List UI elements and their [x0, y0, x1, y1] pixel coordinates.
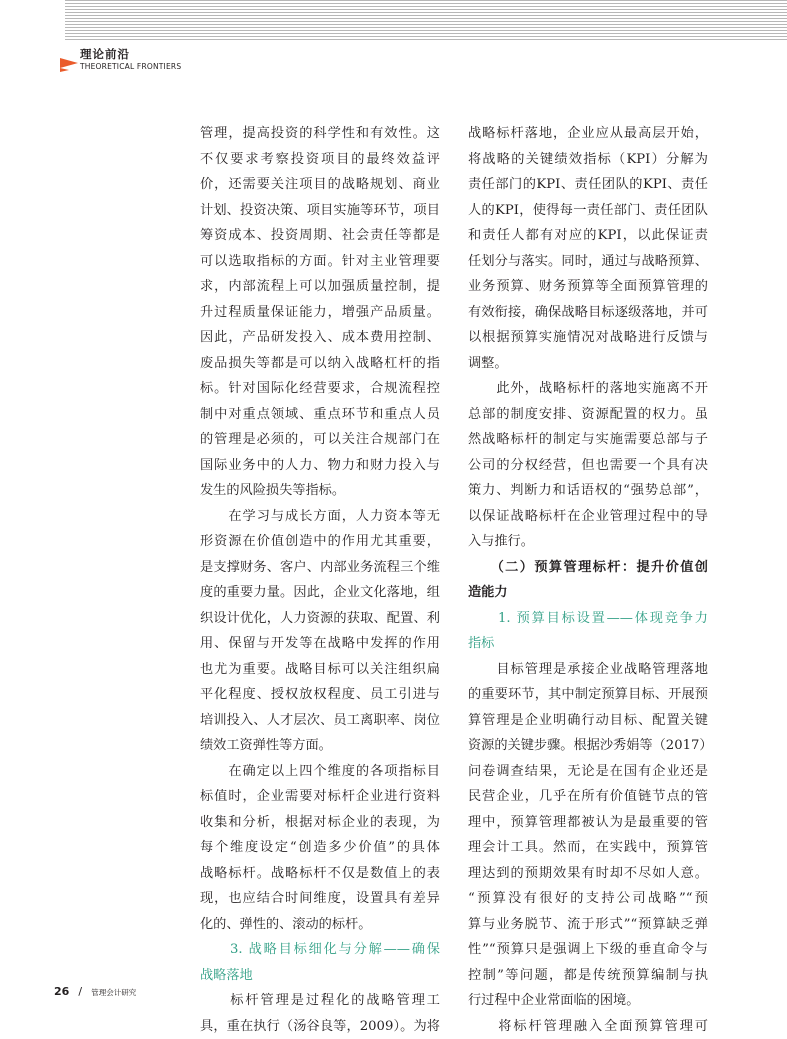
right-column	[468, 121, 708, 1039]
text-line: 问卷调查结果，无论是在国有企业还是	[468, 759, 708, 785]
text-line: 的重要环节，其中制定预算目标、开展预	[468, 682, 708, 708]
text-line: 理达到的预期效果有时却不尽如人意。	[468, 861, 708, 887]
text-line: 策力、判断力和话语权的“强势总部”，	[468, 478, 708, 504]
text-line: 国际业务中的人力、物力和财力投入与	[200, 453, 440, 479]
text-line: 因此，产品研发投入、成本费用控制、	[200, 325, 440, 351]
text-line: 理中，预算管理都被认为是最重要的管	[468, 810, 708, 836]
text-line: 战略标杆落地，企业应从最高层开始，	[468, 121, 708, 147]
text-line: 和责任人都有对应的KPI，以此保证责	[468, 223, 708, 249]
text-line: 算管理是企业明确行动目标、配置关键	[468, 708, 708, 734]
text-line: 理会计工具。然而，在实践中，预算管	[468, 835, 708, 861]
text-line: 求，内部流程上可以加强质量控制，提	[200, 274, 440, 300]
journal-name: 管理会计研究	[91, 988, 136, 997]
text-line: 算与业务脱节、流于形式”“预算缺乏弹	[468, 912, 708, 938]
text-line: 业务预算、财务预算等全面预算管理的	[468, 274, 708, 300]
text-line: 调整。	[468, 351, 708, 377]
section-heading-line: （二）预算管理标杆：提升价值创	[468, 555, 708, 581]
text-line: 人的KPI，使得每一责任部门、责任团队	[468, 198, 708, 224]
page-footer	[54, 980, 136, 996]
text-line: 计划、投资决策、项目实施等环节，项目	[200, 198, 440, 224]
text-line: 废品损失等都是可以纳入战略杠杆的指	[200, 351, 440, 377]
footer-separator: /	[78, 985, 82, 998]
section-heading-line: 战略落地	[200, 963, 440, 989]
text-line: 责任部门的KPI、责任团队的KPI、责任	[468, 172, 708, 198]
text-line: 将标杆管理融入全面预算管理可	[468, 1014, 708, 1039]
text-line: 每个维度设定“创造多少价值”的具体	[200, 835, 440, 861]
section-title: 理论前沿	[80, 46, 130, 62]
text-line: 标值时，企业需要对标杆企业进行资料	[200, 784, 440, 810]
header-hatch-band	[65, 0, 787, 40]
arrow-right-icon	[60, 58, 78, 72]
text-line: 以根据预算实施情况对战略进行反馈与	[468, 325, 708, 351]
section-header	[60, 46, 260, 78]
text-line: 此外，战略标杆的落地实施离不开	[468, 376, 708, 402]
text-line: 然战略标杆的制定与实施需要总部与子	[468, 427, 708, 453]
text-line: 制中对重点领域、重点环节和重点人员	[200, 402, 440, 428]
text-line: 发生的风险损失等指标。	[200, 478, 440, 504]
text-line: 价，还需要关注项目的战略规划、商业	[200, 172, 440, 198]
text-line: 具，重在执行（汤谷良等，2009）。为将	[200, 1014, 440, 1039]
text-line: 民营企业，几乎在所有价值链节点的管	[468, 784, 708, 810]
text-line: 任划分与落实。同时，通过与战略预算、	[468, 249, 708, 275]
section-subtitle: THEORETICAL FRONTIERS	[80, 62, 181, 71]
section-heading-line: 3. 战略目标细化与分解——确保	[200, 937, 440, 963]
text-line: 以保证战略标杆在企业管理过程中的导	[468, 504, 708, 530]
text-line: 性”“预算只是强调上下级的垂直命令与	[468, 937, 708, 963]
text-line: 度的重要力量。因此，企业文化落地，组	[200, 580, 440, 606]
text-line: 平化程度、授权放权程度、员工引进与	[200, 682, 440, 708]
section-heading-line: 1. 预算目标设置——体现竞争力	[468, 606, 708, 632]
text-line: 标杆管理是过程化的战略管理工	[200, 988, 440, 1014]
text-line: 标。针对国际化经营要求，合规流程控	[200, 376, 440, 402]
text-line: 不仅要求考察投资项目的最终效益评	[200, 147, 440, 173]
text-line: 升过程质量保证能力，增强产品质量。	[200, 300, 440, 326]
text-line: 总部的制度安排、资源配置的权力。虽	[468, 402, 708, 428]
text-line: 行过程中企业常面临的困境。	[468, 988, 708, 1014]
text-line: 筹资成本、投资周期、社会责任等都是	[200, 223, 440, 249]
text-line: 在确定以上四个维度的各项指标目	[200, 759, 440, 785]
text-line: 战略标杆。战略标杆不仅是数值上的表	[200, 861, 440, 887]
text-line: 有效衔接，确保战略目标逐级落地，并可	[468, 300, 708, 326]
text-line: 也尤为重要。战略目标可以关注组织扁	[200, 657, 440, 683]
text-line: 控制”等问题，都是传统预算编制与执	[468, 963, 708, 989]
text-line: 用、保留与开发等在战略中发挥的作用	[200, 631, 440, 657]
text-line: 现，也应结合时间维度，设置具有差异	[200, 886, 440, 912]
text-line: 在学习与成长方面，人力资本等无	[200, 504, 440, 530]
text-line: 形资源在价值创造中的作用尤其重要，	[200, 529, 440, 555]
text-line: 可以选取指标的方面。针对主业管理要	[200, 249, 440, 275]
text-line: 培训投入、人才层次、员工离职率、岗位	[200, 708, 440, 734]
left-column	[200, 121, 440, 1039]
text-line: 的管理是必须的，可以关注合规部门在	[200, 427, 440, 453]
text-line: 收集和分析，根据对标企业的表现，为	[200, 810, 440, 836]
text-line: “预算没有很好的支持公司战略”“预	[468, 886, 708, 912]
text-line: 目标管理是承接企业战略管理落地	[468, 657, 708, 683]
text-line: 将战略的关键绩效指标（KPI）分解为	[468, 147, 708, 173]
section-heading-line: 指标	[468, 631, 708, 657]
text-line: 化的、弹性的、滚动的标杆。	[200, 912, 440, 938]
text-line: 管理，提高投资的科学性和有效性。这	[200, 121, 440, 147]
text-line: 是支撑财务、客户、内部业务流程三个维	[200, 555, 440, 581]
text-line: 织设计优化，人力资源的获取、配置、利	[200, 606, 440, 632]
section-heading-line: 造能力	[468, 580, 708, 606]
text-line: 资源的关键步骤。根据沙秀娟等（2017）	[468, 733, 708, 759]
text-line: 入与推行。	[468, 529, 708, 555]
text-line: 绩效工资弹性等方面。	[200, 733, 440, 759]
page-number: 26	[54, 985, 69, 998]
text-line: 公司的分权经营，但也需要一个具有决	[468, 453, 708, 479]
